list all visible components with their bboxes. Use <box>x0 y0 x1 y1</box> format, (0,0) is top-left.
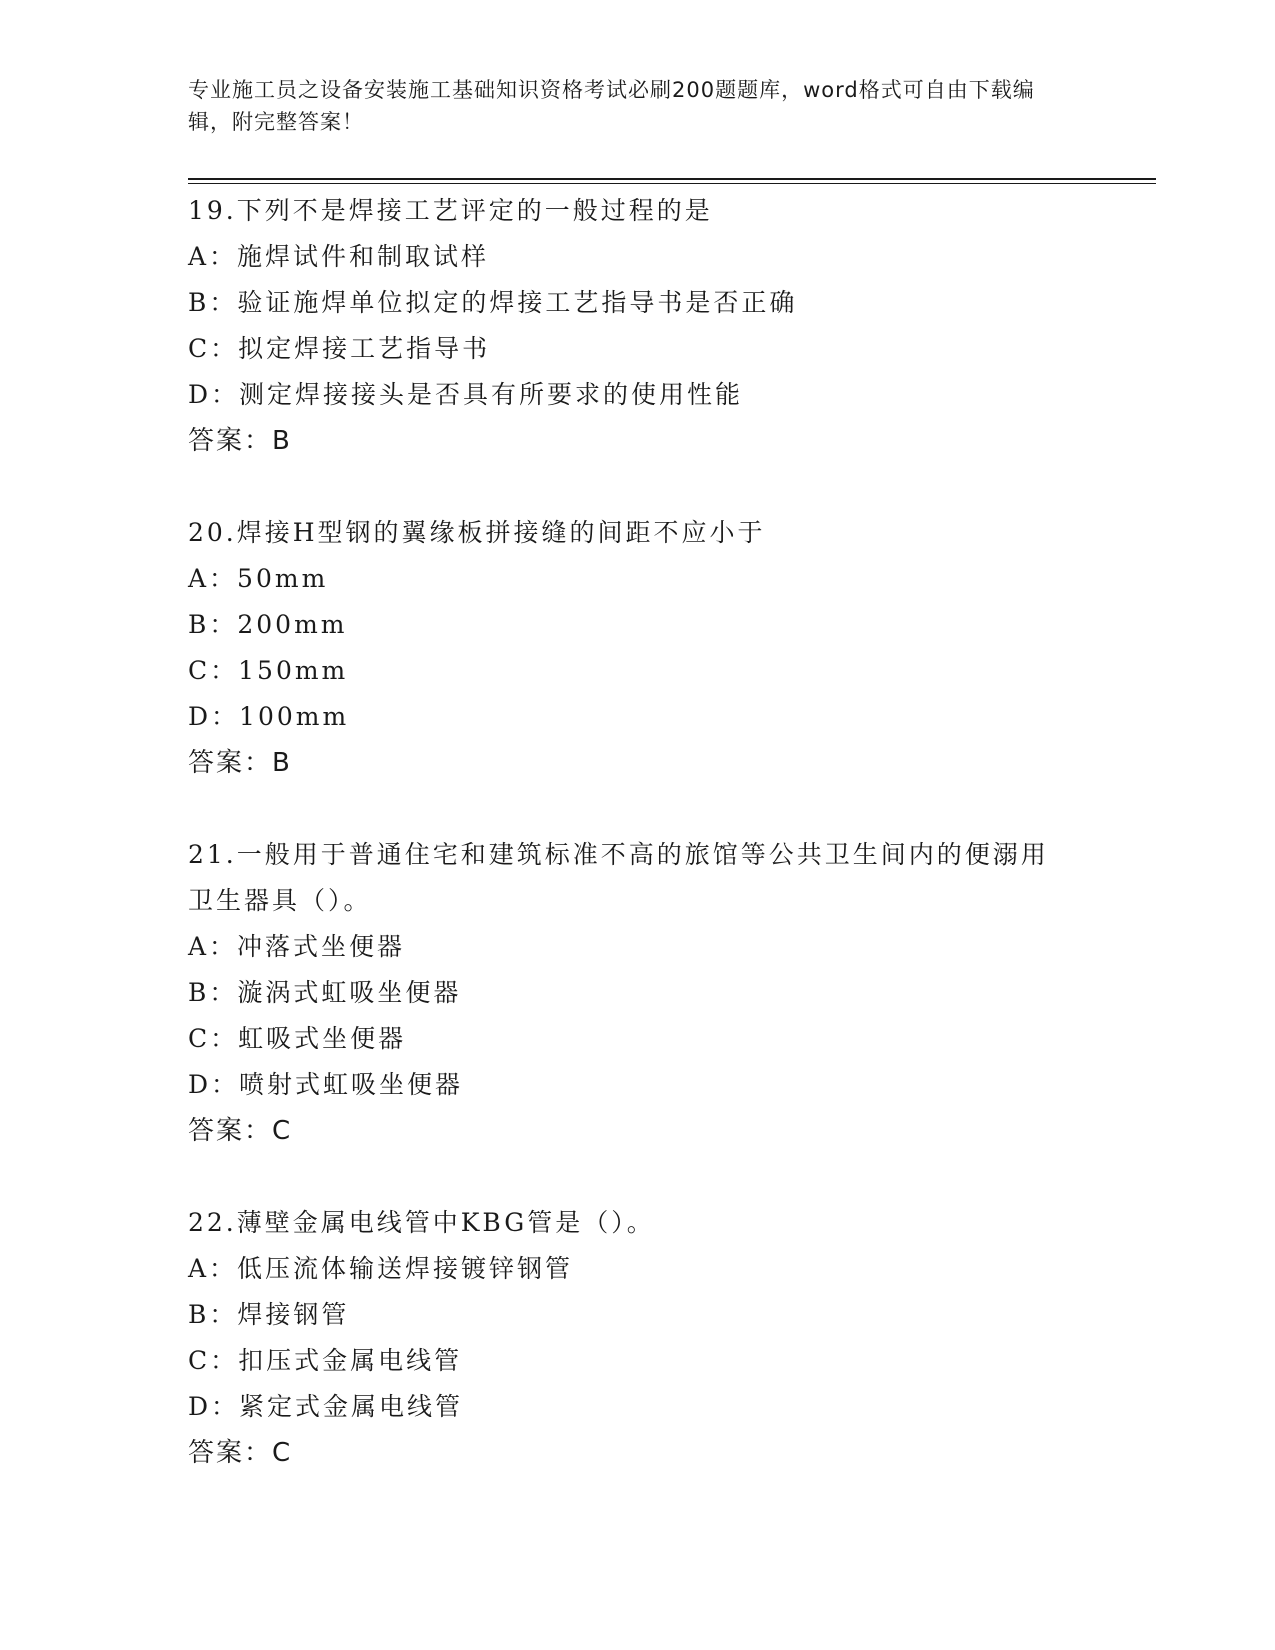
option-c: C：拟定焊接工艺指导书 <box>188 334 491 363</box>
question-stem: 21.一般用于普通住宅和建筑标准不高的旅馆等公共卫生间内的便溺用卫生器具（）。 <box>188 840 1049 915</box>
header-rule-thin <box>188 183 1156 184</box>
option-d: D：100mm <box>188 702 350 731</box>
option-a: A：50mm <box>188 564 329 593</box>
question-stem: 22.薄壁金属电线管中KBG管是（）。 <box>188 1208 655 1237</box>
question-20 <box>188 510 1088 786</box>
question-spacer <box>188 464 1088 510</box>
answer-line: 答案：C <box>188 1438 293 1468</box>
question-spacer <box>188 1154 1088 1200</box>
answer-line: 答案：C <box>188 1116 293 1146</box>
option-a: A：冲落式坐便器 <box>188 932 406 961</box>
answer-line: 答案：B <box>188 748 292 778</box>
question-21 <box>188 832 1088 1154</box>
question-19 <box>188 188 1088 464</box>
question-list <box>188 188 1088 1476</box>
question-spacer <box>188 786 1088 832</box>
question-stem: 20.焊接H型钢的翼缘板拼接缝的间距不应小于 <box>188 518 766 547</box>
answer-line: 答案：B <box>188 426 292 456</box>
option-b: B：漩涡式虹吸坐便器 <box>188 978 462 1007</box>
header-rule-thick <box>188 178 1156 180</box>
option-c: C：扣压式金属电线管 <box>188 1346 463 1375</box>
option-d: D：测定焊接接头是否具有所要求的使用性能 <box>188 380 744 409</box>
option-c: C：150mm <box>188 656 349 685</box>
option-d: D：喷射式虹吸坐便器 <box>188 1070 464 1099</box>
option-d: D：紧定式金属电线管 <box>188 1392 464 1421</box>
option-c: C：虹吸式坐便器 <box>188 1024 407 1053</box>
option-b: B：200mm <box>188 610 348 639</box>
option-b: B：验证施焊单位拟定的焊接工艺指导书是否正确 <box>188 288 798 317</box>
option-a: A：低压流体输送焊接镀锌钢管 <box>188 1254 574 1283</box>
question-stem: 19.下列不是焊接工艺评定的一般过程的是 <box>188 196 713 225</box>
question-22 <box>188 1200 1088 1476</box>
option-b: B：焊接钢管 <box>188 1300 350 1329</box>
document-header: 专业施工员之设备安装施工基础知识资格考试必刷200题题库，word格式可自由下载编辑，附完整答案！ <box>188 78 1035 134</box>
option-a: A：施焊试件和制取试样 <box>188 242 490 271</box>
